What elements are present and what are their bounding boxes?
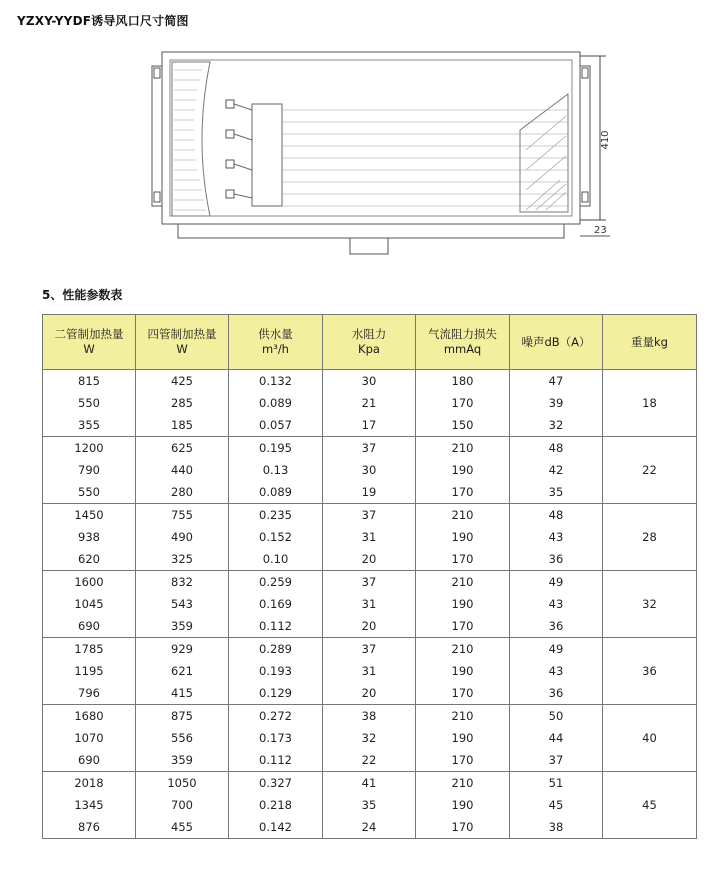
cell-air-resistance: 190 [416, 794, 510, 816]
cell-four-pipe-heating: 1050 [136, 772, 229, 795]
cell-noise: 37 [510, 749, 603, 772]
cell-water-flow: 0.13 [229, 459, 323, 481]
section-title: 5、性能参数表 [42, 288, 123, 302]
cell-air-resistance: 210 [416, 772, 510, 795]
cell-water-flow: 0.112 [229, 749, 323, 772]
cell-noise: 47 [510, 370, 603, 393]
table-row [43, 437, 697, 460]
cell-two-pipe-heating: 690 [43, 749, 136, 772]
cell-four-pipe-heating: 625 [136, 437, 229, 460]
cell-weight: 40 [603, 705, 697, 772]
cell-two-pipe-heating: 620 [43, 548, 136, 571]
table-row [43, 571, 697, 594]
cell-air-resistance: 210 [416, 571, 510, 594]
cell-air-resistance: 150 [416, 414, 510, 437]
cell-water-flow: 0.057 [229, 414, 323, 437]
cell-weight: 45 [603, 772, 697, 839]
cell-weight: 18 [603, 370, 697, 437]
page-title: YZXY-YYDF诱导风口尺寸简图 [17, 14, 189, 28]
cell-air-resistance: 210 [416, 504, 510, 527]
table-row [43, 682, 697, 705]
cell-four-pipe-heating: 755 [136, 504, 229, 527]
cell-air-resistance: 170 [416, 615, 510, 638]
cell-noise: 38 [510, 816, 603, 839]
cell-water-resistance: 31 [323, 660, 416, 682]
cell-water-flow: 0.195 [229, 437, 323, 460]
cell-noise: 36 [510, 548, 603, 571]
cell-noise: 49 [510, 571, 603, 594]
cell-air-resistance: 170 [416, 548, 510, 571]
header-four-pipe-heating: 四管制加热量 W [136, 315, 229, 370]
cell-four-pipe-heating: 285 [136, 392, 229, 414]
cell-air-resistance: 190 [416, 593, 510, 615]
cell-water-resistance: 31 [323, 593, 416, 615]
cell-noise: 48 [510, 504, 603, 527]
cell-two-pipe-heating: 1045 [43, 593, 136, 615]
cell-four-pipe-heating: 621 [136, 660, 229, 682]
cell-four-pipe-heating: 490 [136, 526, 229, 548]
cell-air-resistance: 170 [416, 392, 510, 414]
cell-water-resistance: 37 [323, 504, 416, 527]
header-noise: 噪声dB（A） [510, 315, 603, 370]
cell-four-pipe-heating: 425 [136, 370, 229, 393]
cell-water-flow: 0.112 [229, 615, 323, 638]
cell-four-pipe-heating: 415 [136, 682, 229, 705]
cell-four-pipe-heating: 280 [136, 481, 229, 504]
left-flange [152, 66, 162, 206]
table-row [43, 660, 697, 682]
cell-noise: 39 [510, 392, 603, 414]
cell-noise: 43 [510, 593, 603, 615]
cell-four-pipe-heating: 185 [136, 414, 229, 437]
cell-water-resistance: 17 [323, 414, 416, 437]
cell-water-resistance: 31 [323, 526, 416, 548]
cell-water-resistance: 37 [323, 437, 416, 460]
cell-water-resistance: 38 [323, 705, 416, 728]
cell-two-pipe-heating: 1195 [43, 660, 136, 682]
cell-two-pipe-heating: 796 [43, 682, 136, 705]
drain-stub [350, 238, 388, 254]
table-row [43, 705, 697, 728]
cell-two-pipe-heating: 876 [43, 816, 136, 839]
cell-water-resistance: 35 [323, 794, 416, 816]
cell-two-pipe-heating: 938 [43, 526, 136, 548]
cell-water-resistance: 30 [323, 459, 416, 481]
cell-four-pipe-heating: 875 [136, 705, 229, 728]
table-row [43, 638, 697, 661]
cell-water-flow: 0.089 [229, 481, 323, 504]
header-weight: 重量kg [603, 315, 697, 370]
cell-air-resistance: 170 [416, 816, 510, 839]
cell-two-pipe-heating: 1680 [43, 705, 136, 728]
cell-noise: 36 [510, 615, 603, 638]
table-row [43, 459, 697, 481]
cell-noise: 32 [510, 414, 603, 437]
cell-water-resistance: 21 [323, 392, 416, 414]
header-water-flow: 供水量 m³/h [229, 315, 323, 370]
cell-water-flow: 0.169 [229, 593, 323, 615]
cell-four-pipe-heating: 832 [136, 571, 229, 594]
table-row [43, 414, 697, 437]
cell-four-pipe-heating: 556 [136, 727, 229, 749]
cell-air-resistance: 210 [416, 638, 510, 661]
cell-two-pipe-heating: 790 [43, 459, 136, 481]
cell-weight: 36 [603, 638, 697, 705]
cell-air-resistance: 190 [416, 660, 510, 682]
header-air-resistance: 气流阻力损失 mmAq [416, 315, 510, 370]
cell-noise: 43 [510, 526, 603, 548]
cell-noise: 48 [510, 437, 603, 460]
table-row [43, 504, 697, 527]
cell-water-flow: 0.193 [229, 660, 323, 682]
table-row [43, 749, 697, 772]
cell-water-resistance: 37 [323, 638, 416, 661]
cell-four-pipe-heating: 929 [136, 638, 229, 661]
cell-four-pipe-heating: 455 [136, 816, 229, 839]
cell-two-pipe-heating: 815 [43, 370, 136, 393]
dimension-drawing [150, 40, 620, 270]
cell-air-resistance: 170 [416, 682, 510, 705]
cell-two-pipe-heating: 355 [43, 414, 136, 437]
table-row [43, 794, 697, 816]
cell-noise: 50 [510, 705, 603, 728]
cell-air-resistance: 210 [416, 705, 510, 728]
table-row [43, 481, 697, 504]
table-row [43, 816, 697, 839]
dim-height-label: 410 [600, 130, 611, 150]
cell-water-flow: 0.129 [229, 682, 323, 705]
cell-water-flow: 0.327 [229, 772, 323, 795]
table-row [43, 727, 697, 749]
table-row [43, 392, 697, 414]
cell-noise: 44 [510, 727, 603, 749]
cell-two-pipe-heating: 1200 [43, 437, 136, 460]
cell-water-flow: 0.152 [229, 526, 323, 548]
cell-four-pipe-heating: 440 [136, 459, 229, 481]
cell-air-resistance: 190 [416, 526, 510, 548]
table-row [43, 772, 697, 795]
cell-two-pipe-heating: 550 [43, 392, 136, 414]
cell-air-resistance: 190 [416, 727, 510, 749]
cell-air-resistance: 180 [416, 370, 510, 393]
cell-water-flow: 0.259 [229, 571, 323, 594]
cell-noise: 42 [510, 459, 603, 481]
cell-noise: 49 [510, 638, 603, 661]
cell-air-resistance: 190 [416, 459, 510, 481]
header-two-pipe-heating: 二管制加热量 W [43, 315, 136, 370]
dim-offset-label: 23 [594, 225, 607, 236]
table-row [43, 370, 697, 393]
cell-two-pipe-heating: 1070 [43, 727, 136, 749]
cell-weight: 28 [603, 504, 697, 571]
performance-table [42, 314, 697, 839]
table-row [43, 526, 697, 548]
cell-two-pipe-heating: 1345 [43, 794, 136, 816]
cell-two-pipe-heating: 2018 [43, 772, 136, 795]
header-water-resistance: 水阻力 Kpa [323, 315, 416, 370]
table-row [43, 593, 697, 615]
cell-weight: 32 [603, 571, 697, 638]
cell-water-flow: 0.089 [229, 392, 323, 414]
cell-two-pipe-heating: 1450 [43, 504, 136, 527]
cell-two-pipe-heating: 690 [43, 615, 136, 638]
cell-water-flow: 0.235 [229, 504, 323, 527]
cell-water-resistance: 20 [323, 548, 416, 571]
cell-weight: 22 [603, 437, 697, 504]
cell-water-resistance: 30 [323, 370, 416, 393]
cell-noise: 51 [510, 772, 603, 795]
cell-four-pipe-heating: 325 [136, 548, 229, 571]
cell-water-resistance: 19 [323, 481, 416, 504]
cell-two-pipe-heating: 1785 [43, 638, 136, 661]
cell-noise: 36 [510, 682, 603, 705]
cell-water-resistance: 32 [323, 727, 416, 749]
cell-water-resistance: 20 [323, 615, 416, 638]
cell-water-flow: 0.218 [229, 794, 323, 816]
cell-air-resistance: 170 [416, 481, 510, 504]
cell-air-resistance: 170 [416, 749, 510, 772]
cell-water-flow: 0.142 [229, 816, 323, 839]
table-header-row [43, 315, 697, 370]
cell-water-resistance: 22 [323, 749, 416, 772]
cell-water-flow: 0.132 [229, 370, 323, 393]
cell-four-pipe-heating: 359 [136, 615, 229, 638]
table-row [43, 548, 697, 571]
cell-noise: 43 [510, 660, 603, 682]
cell-water-resistance: 37 [323, 571, 416, 594]
cell-four-pipe-heating: 359 [136, 749, 229, 772]
cell-two-pipe-heating: 1600 [43, 571, 136, 594]
cell-two-pipe-heating: 550 [43, 481, 136, 504]
cell-water-resistance: 41 [323, 772, 416, 795]
right-flange [580, 66, 590, 206]
table-row [43, 615, 697, 638]
cell-water-flow: 0.289 [229, 638, 323, 661]
cell-water-flow: 0.173 [229, 727, 323, 749]
cell-noise: 45 [510, 794, 603, 816]
cell-noise: 35 [510, 481, 603, 504]
casing-outline [162, 52, 580, 224]
cell-water-resistance: 24 [323, 816, 416, 839]
cell-water-flow: 0.10 [229, 548, 323, 571]
cell-four-pipe-heating: 543 [136, 593, 229, 615]
outlet-frame [178, 224, 564, 238]
cell-water-resistance: 20 [323, 682, 416, 705]
table-body [43, 370, 697, 839]
cell-air-resistance: 210 [416, 437, 510, 460]
cell-four-pipe-heating: 700 [136, 794, 229, 816]
cell-water-flow: 0.272 [229, 705, 323, 728]
